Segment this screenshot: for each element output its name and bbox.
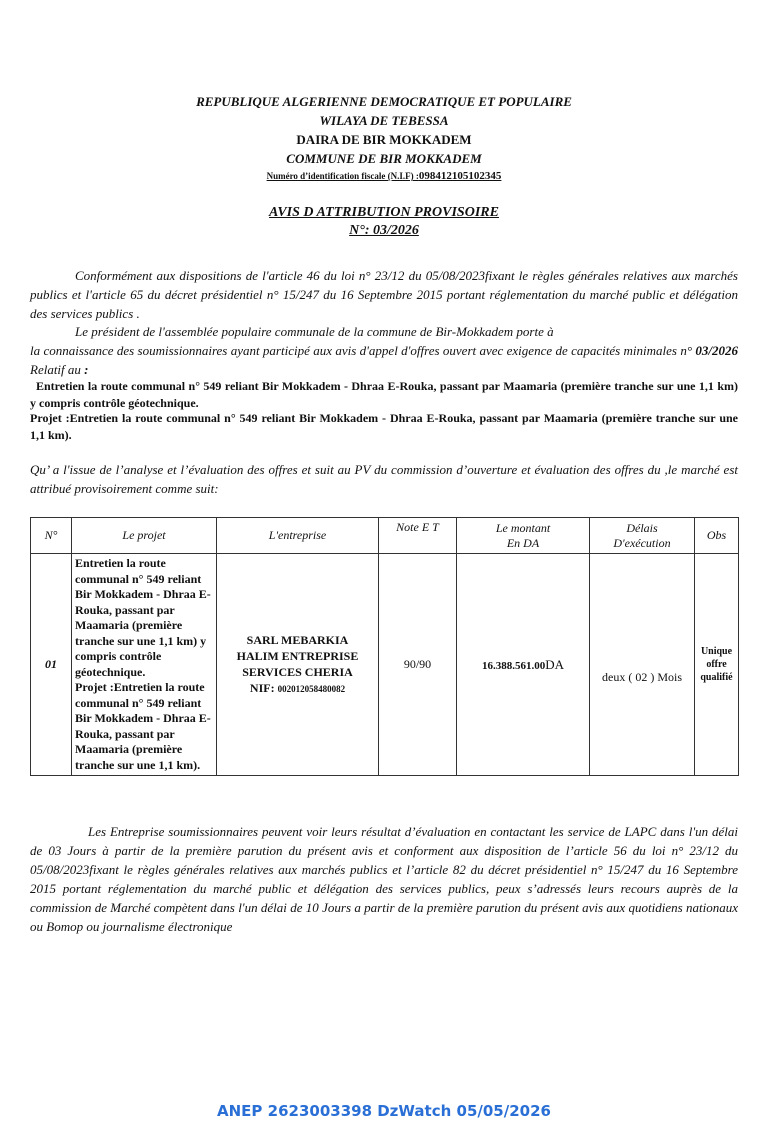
obs-line-3: qualifié: [700, 672, 733, 683]
project-description-text: Entretien la route communal n° 549 reliant Bir Mokkadem - Dhraa E-Rouka, passant par Maamaria (première tranche sur une 1,1 km) y compris contrôle géotechnique.: [30, 379, 738, 410]
commune-line: COMMUNE DE BIR MOKKADEM: [286, 151, 482, 166]
header-delay-line-2: D'exécution: [613, 535, 671, 550]
header-delay-line-1: Délais: [626, 520, 658, 535]
legal-basis-text: Conformément aux dispositions de l'article 46 du loi n° 23/12 du 05/08/2023fixant le règles générales relatives aux marchés publics et l'article 65 du décret présidentiel n° 15/247 du 16 Septembre 2015 portant réglementation du marché public et délégation des services publics .: [30, 268, 738, 321]
header-score: Note E T: [379, 518, 457, 554]
row-score: 90/90: [379, 554, 457, 776]
announcement-line-2: [30, 341, 738, 379]
company-nif-label: NIF:: [249, 681, 275, 695]
company-name-line-3: SERVICES CHERIA: [242, 665, 353, 679]
header-obs: Obs: [695, 518, 739, 554]
appeal-paragraph: [30, 822, 738, 936]
company-name-line-1: SARL MEBARKIA: [246, 633, 349, 647]
letterhead: [0, 92, 768, 183]
appeal-text: Les Entreprise soumissionnaires peuvent voir leurs résultat d’évaluation en contactant les service de LAPC dans l'un délai de 03 Jours à partir de la première parution du présent avis et conforment aux disposition de l’article 56 du loi n° 23/12 du 05/08/2023fixant le règles générales relatives aux marchés publics et l’article 82 du décret présidentiel n° 15/247 du 16 Septembre 2015 portant réglementation du marché public et délégation des services publics, peux s’adressés leurs recours auprès de la commission de Marché compètent dans l'un délai de 10 Jours a partir de la première parution du présent avis aux quotidiens nationaux ou Bomop ou journalisme électronique: [30, 824, 738, 934]
obs-line-2: offre: [706, 659, 727, 670]
announcement-paragraph: [30, 322, 738, 379]
company-nif: [220, 680, 375, 697]
fiscal-id-value: 098412105102345: [418, 170, 502, 182]
notice-number: N°: 03/2026: [349, 223, 419, 238]
wilaya-line: WILAYA DE TEBESSA: [319, 113, 449, 128]
amount-value: 16.388.561.00: [481, 659, 546, 672]
evaluation-paragraph: Qu’ a l'issue de l’analyse et l’évaluation des offres et suit au PV du commission d’ouverture et évaluation des offres du ,le marché est attribué provisoirement comme suit:: [30, 462, 738, 496]
row-project: [72, 554, 217, 776]
row-obs: [695, 554, 739, 776]
header-amount: [457, 518, 590, 554]
row-project-description: Entretien la route communal n° 549 reliant Bir Mokkadem - Dhraa E-Rouka, passant par Maamaria (première tranche sur une 1,1 km) y compris contrôle géotechnique.: [75, 556, 211, 679]
header-delay: [590, 518, 695, 554]
relatif-au-text: Relatif au: [30, 362, 81, 377]
project-title: Projet :Entretien la route communal n° 549 reliant Bir Mokkadem - Dhraa E-Rouka, passant par Maamaria (première tranche sur une 1,1 km).: [30, 411, 738, 442]
announcement-text: la connaissance des soumissionnaires ayant participé aux avis d'appel d'offres ouvert avec exigence de capacités minimales n°: [30, 343, 693, 358]
row-project-title: Projet :Entretien la route communal n° 549 reliant Bir Mokkadem - Dhraa E-Rouka, passant par Maamaria (première tranche sur une 1,1 km).: [75, 680, 211, 772]
table-header-row: [31, 518, 739, 554]
attribution-table: [30, 517, 739, 776]
row-amount: [457, 554, 590, 776]
header-company: L'entreprise: [217, 518, 379, 554]
project-description: [30, 378, 738, 412]
header-num: N°: [31, 518, 72, 554]
republic-line: REPUBLIQUE ALGERIENNE DEMOCRATIQUE ET POPULAIRE: [196, 94, 572, 109]
row-delay: deux ( 02 ) Mois: [590, 554, 695, 776]
row-num: 01: [31, 554, 72, 776]
fiscal-id-label: Numéro d’identification fiscale (N.I.F) :: [266, 171, 419, 181]
obs-line-1: Unique: [700, 646, 733, 657]
row-company: [217, 554, 379, 776]
company-name-line-2: HALIM ENTREPRISE: [236, 649, 359, 663]
legal-basis-paragraph: [30, 266, 738, 323]
header-amount-line-1: Le montant: [495, 520, 551, 535]
header-amount-line-2: En DA: [506, 535, 540, 550]
tender-number: 03/2026: [695, 343, 739, 358]
notice-title: [0, 204, 768, 240]
header-project: Le projet: [72, 518, 217, 554]
publication-reference: ANEP 2623003398 DzWatch 05/05/2026: [217, 1102, 551, 1120]
fiscal-id-line: [0, 169, 768, 183]
announcement-line-1: Le président de l'assemblée populaire communale de la commune de Bir-Mokkadem porte à: [75, 324, 554, 339]
table-row: [31, 554, 739, 776]
colon: :: [84, 362, 89, 377]
daira-line: DAIRA DE BIR MOKKADEM: [296, 132, 472, 147]
amount-unit: DA: [545, 656, 565, 672]
notice-title-text: AVIS D ATTRIBUTION PROVISOIRE: [269, 205, 499, 220]
company-nif-value: 002012058480082: [277, 684, 346, 694]
